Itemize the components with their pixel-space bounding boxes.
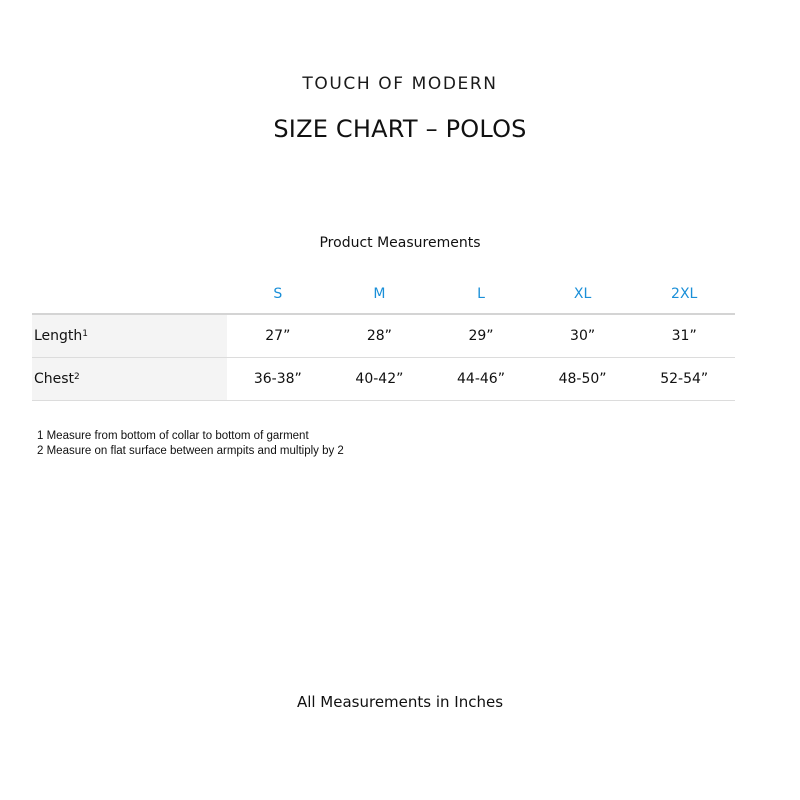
table-cell: 28” — [329, 314, 431, 358]
units-note: All Measurements in Inches — [296, 693, 504, 711]
footnote-1: 1 Measure from bottom of collar to bottom of garment — [37, 430, 309, 442]
table-cell: 44-46” — [430, 358, 532, 401]
table-cell: 29” — [430, 314, 532, 358]
table-row-chest — [32, 358, 735, 401]
table-cell: 31” — [633, 314, 735, 358]
table-cell: 30” — [532, 314, 634, 358]
footnote-marker: 1 — [82, 329, 89, 339]
row-label-text: Chest — [34, 371, 75, 387]
row-label-length — [32, 314, 227, 358]
table-cell: 27” — [227, 314, 329, 358]
table-row-length — [32, 314, 735, 358]
footnote-2: 2 Measure on flat surface between armpits and multiply by 2 — [37, 445, 344, 457]
size-chart-table — [32, 275, 735, 401]
page-title: SIZE CHART – POLOS — [273, 115, 527, 143]
table-subtitle: Product Measurements — [319, 235, 481, 251]
footnotes — [37, 429, 344, 459]
row-label-text: Length — [34, 328, 83, 344]
footnote-marker: 2 — [74, 372, 80, 382]
header-corner-cell — [32, 275, 227, 314]
size-header-s: S — [227, 275, 329, 314]
table-cell: 52-54” — [633, 358, 735, 401]
size-header-xl: XL — [532, 275, 634, 314]
row-label-chest — [32, 358, 227, 401]
brand-logo: TOUCH OF MODERN — [302, 74, 498, 94]
table-cell: 36-38” — [227, 358, 329, 401]
size-header-m: M — [329, 275, 431, 314]
table-cell: 40-42” — [329, 358, 431, 401]
size-header-2xl: 2XL — [633, 275, 735, 314]
table-cell: 48-50” — [532, 358, 634, 401]
size-header-row — [32, 275, 735, 314]
size-header-l: L — [430, 275, 532, 314]
